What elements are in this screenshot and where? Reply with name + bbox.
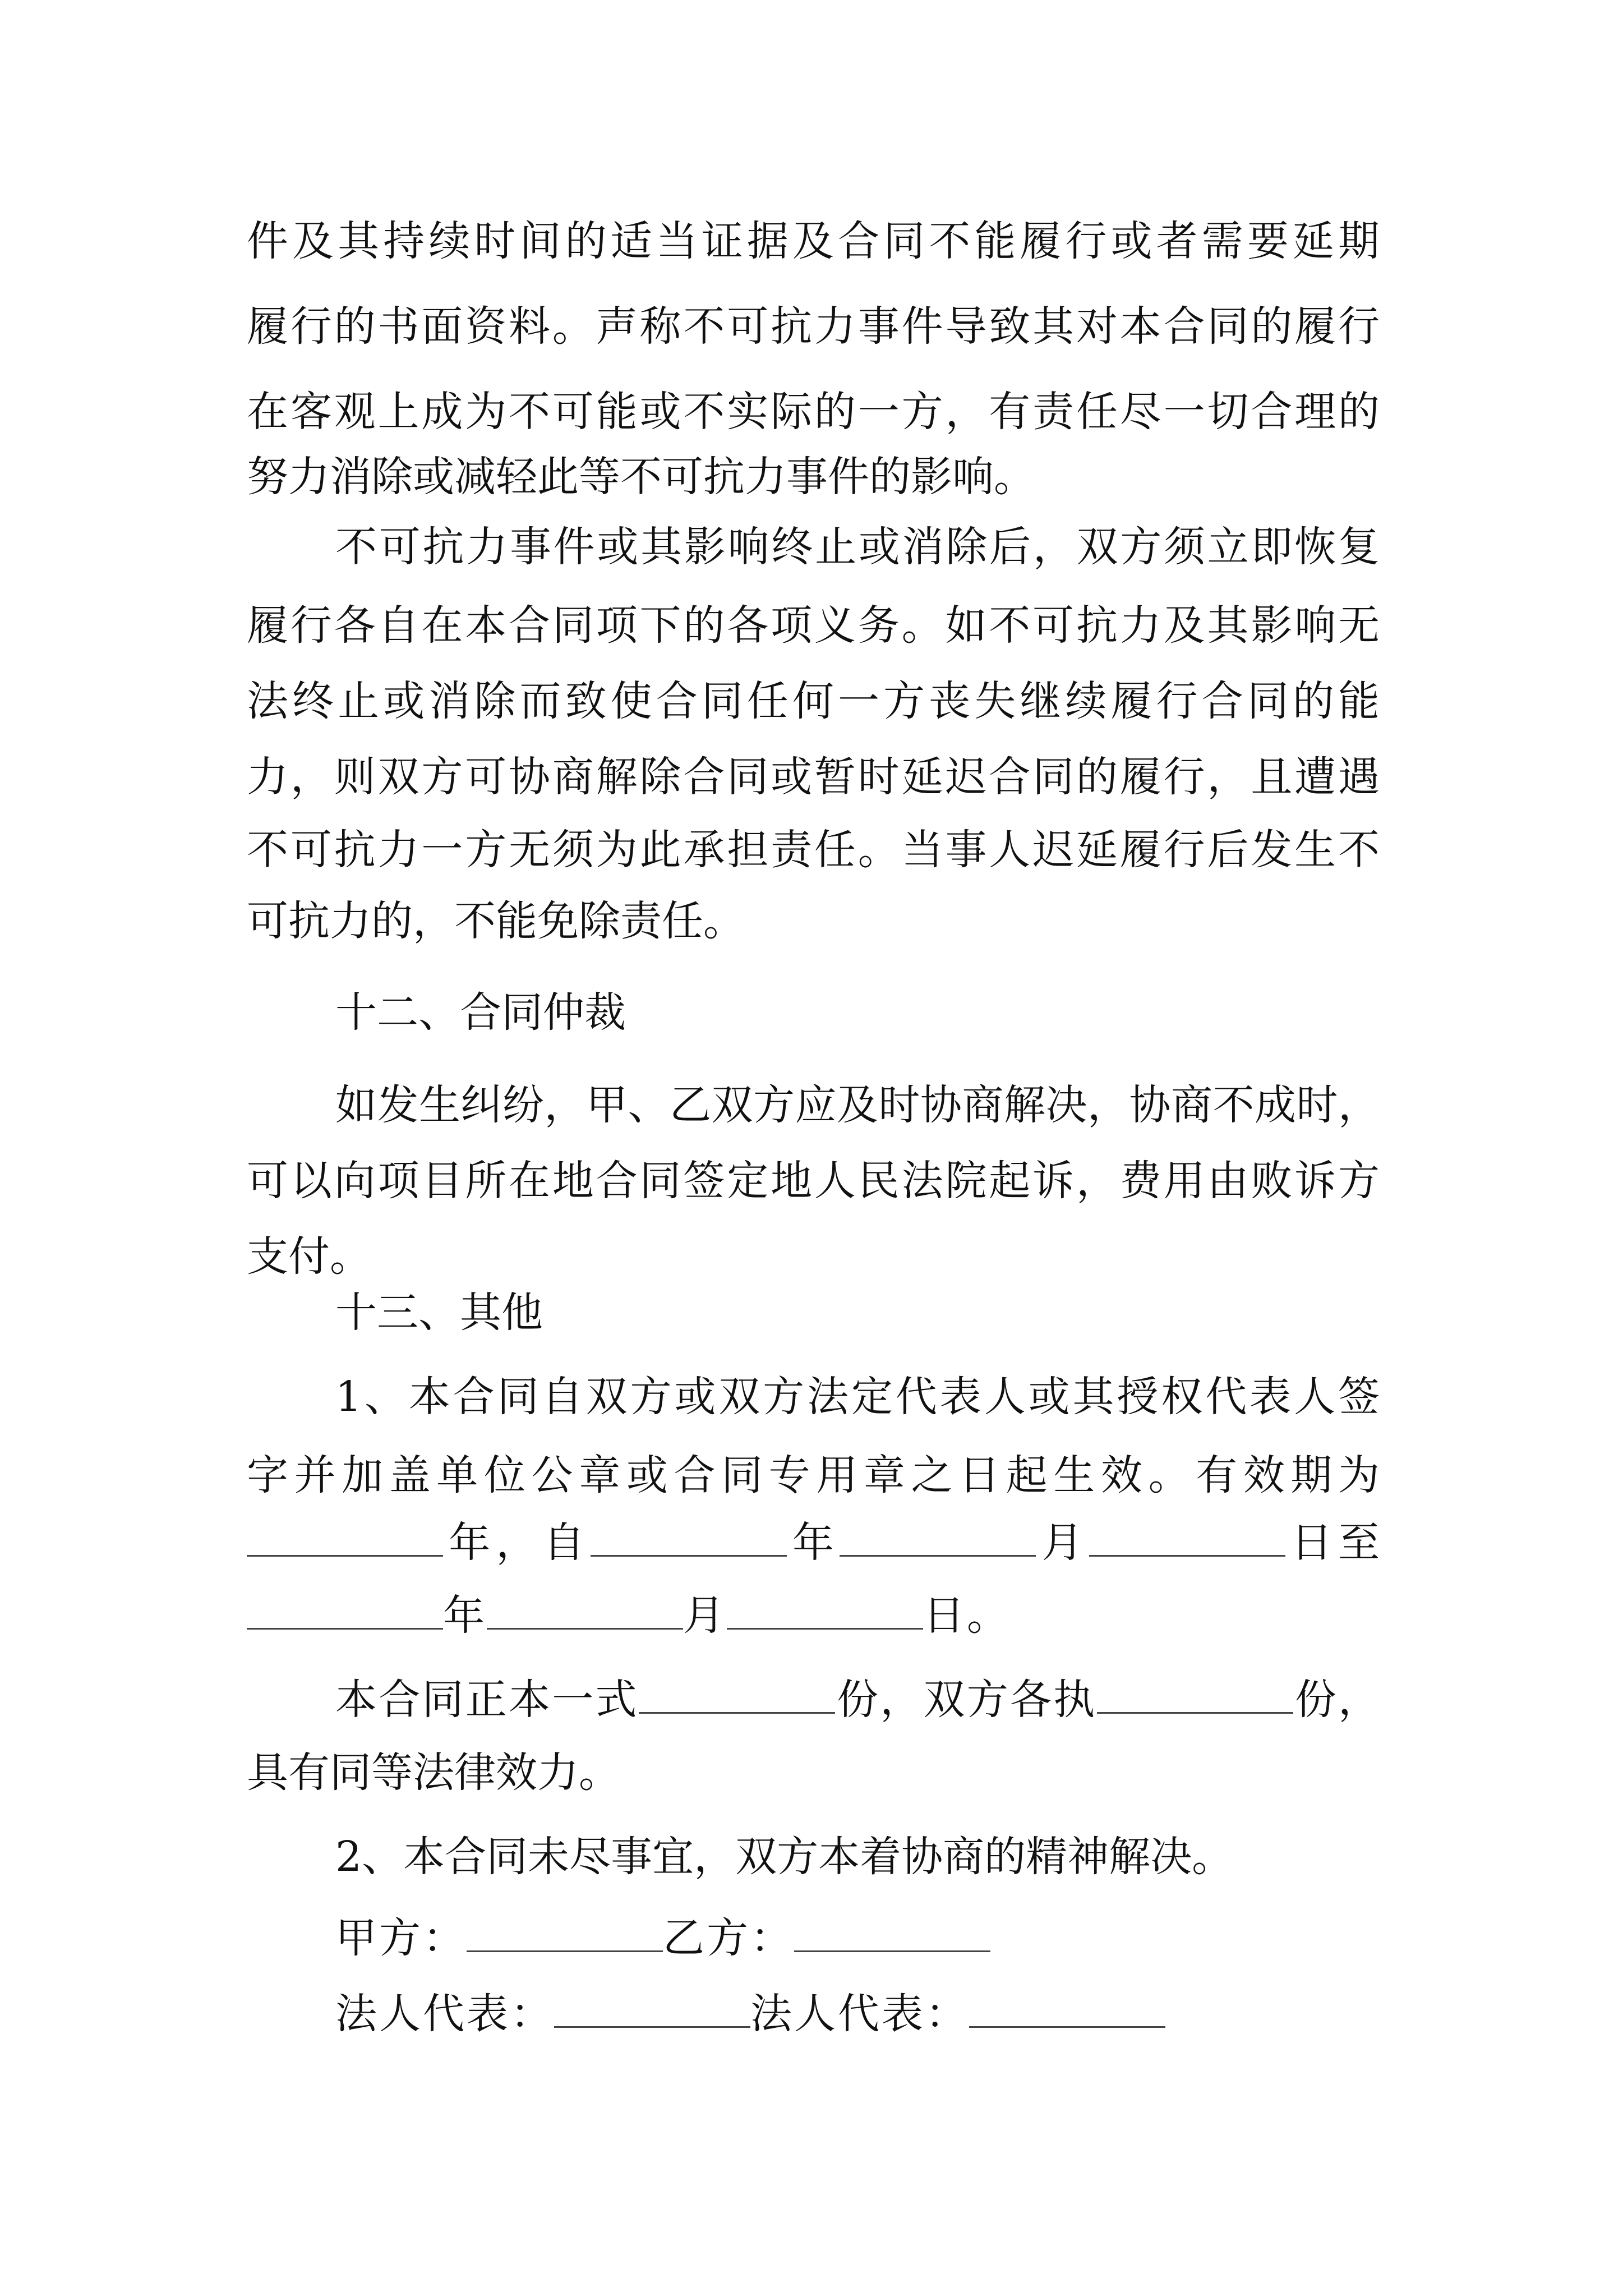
end-day-blank[interactable] bbox=[727, 1594, 923, 1630]
section-13-heading: 十三、其他 bbox=[335, 1289, 543, 1337]
end-year-blank[interactable] bbox=[247, 1594, 443, 1630]
start-year-blank[interactable] bbox=[591, 1521, 787, 1557]
force-majeure-p2-line-6: 可抗力的，不能免除责任。 bbox=[247, 897, 745, 945]
rep-a-blank[interactable] bbox=[554, 1993, 750, 2028]
copies-prefix-text: 本合同正本一式 bbox=[335, 1676, 639, 1724]
force-majeure-p2-line-5: 不可抗力一方无须为此承担责任。当事人迟延履行后发生不 bbox=[247, 826, 1380, 874]
end-month-text: 月 bbox=[683, 1591, 727, 1640]
party-a-blank[interactable] bbox=[467, 1917, 663, 1952]
validity-line-1 bbox=[247, 1515, 1380, 1571]
rep-a-label: 法人代表： bbox=[335, 1990, 554, 2038]
rep-b-blank[interactable] bbox=[969, 1993, 1165, 2028]
total-copies-blank[interactable] bbox=[639, 1678, 835, 1714]
end-day-text: 日。 bbox=[923, 1591, 1011, 1640]
party-signature-line bbox=[335, 1910, 990, 1966]
start-year-text: 年 bbox=[786, 1519, 840, 1567]
end-month-blank[interactable] bbox=[487, 1594, 683, 1630]
force-majeure-p2-line-1: 不可抗力事件或其影响终止或消除后，双方须立即恢复 bbox=[335, 523, 1380, 571]
party-a-label: 甲方： bbox=[335, 1914, 467, 1962]
section-13-item1-line-1: 1、本合同自双方或双方法定代表人或其授权代表人签 bbox=[335, 1373, 1380, 1421]
validity-year-count-text: 年，自 bbox=[443, 1519, 591, 1567]
force-majeure-p1-line-2: 履行的书面资料。声称不可抗力事件导致其对本合同的履行 bbox=[247, 302, 1380, 351]
section-13-item1-line-2: 字并加盖单位公章或合同专用章之日起生效。有效期为 bbox=[247, 1451, 1380, 1499]
section-12-line-3: 支付。 bbox=[247, 1232, 371, 1281]
copies-line bbox=[335, 1672, 1380, 1728]
copies-tail: 具有同等法律效力。 bbox=[247, 1749, 620, 1797]
start-day-blank[interactable] bbox=[1089, 1521, 1285, 1557]
rep-b-label: 法人代表： bbox=[750, 1990, 969, 2038]
section-12-heading: 十二、合同仲裁 bbox=[335, 988, 626, 1037]
section-12-line-1: 如发生纠纷，甲、乙双方应及时协商解决，协商不成时， bbox=[335, 1081, 1380, 1129]
force-majeure-p1-line-3: 在客观上成为不可能或不实际的一方，有责任尽一切合理的 bbox=[247, 388, 1380, 436]
section-12-line-2: 可以向项目所在地合同签定地人民法院起诉，费用由败诉方 bbox=[247, 1157, 1380, 1205]
start-day-to-text: 日至 bbox=[1285, 1519, 1380, 1567]
party-b-blank[interactable] bbox=[794, 1917, 990, 1952]
copies-suffix-text: 份， bbox=[1293, 1676, 1380, 1724]
validity-years-blank[interactable] bbox=[247, 1521, 443, 1557]
force-majeure-p1-line-4: 努力消除或减轻此等不可抗力事件的影响。 bbox=[247, 453, 1035, 501]
copies-middle-text: 份，双方各执 bbox=[834, 1676, 1097, 1724]
representative-signature-line bbox=[335, 1986, 1165, 2042]
force-majeure-p2-line-2: 履行各自在本合同项下的各项义务。如不可抗力及其影响无 bbox=[247, 601, 1380, 650]
party-b-label: 乙方： bbox=[663, 1914, 794, 1962]
force-majeure-p2-line-3: 法终止或消除而致使合同任何一方丧失继续履行合同的能 bbox=[247, 677, 1380, 725]
validity-line-2 bbox=[247, 1588, 1011, 1644]
force-majeure-p1-line-1: 件及其持续时间的适当证据及合同不能履行或者需要延期 bbox=[247, 217, 1380, 265]
each-party-copies-blank[interactable] bbox=[1097, 1678, 1293, 1714]
start-month-blank[interactable] bbox=[840, 1521, 1036, 1557]
end-year-text: 年 bbox=[443, 1591, 487, 1640]
force-majeure-p2-line-4: 力，则双方可协商解除合同或暂时延迟合同的履行，且遭遇 bbox=[247, 753, 1380, 801]
start-month-text: 月 bbox=[1036, 1519, 1089, 1567]
section-13-item-2: 2、本合同未尽事宜，双方本着协商的精神解决。 bbox=[335, 1833, 1234, 1881]
